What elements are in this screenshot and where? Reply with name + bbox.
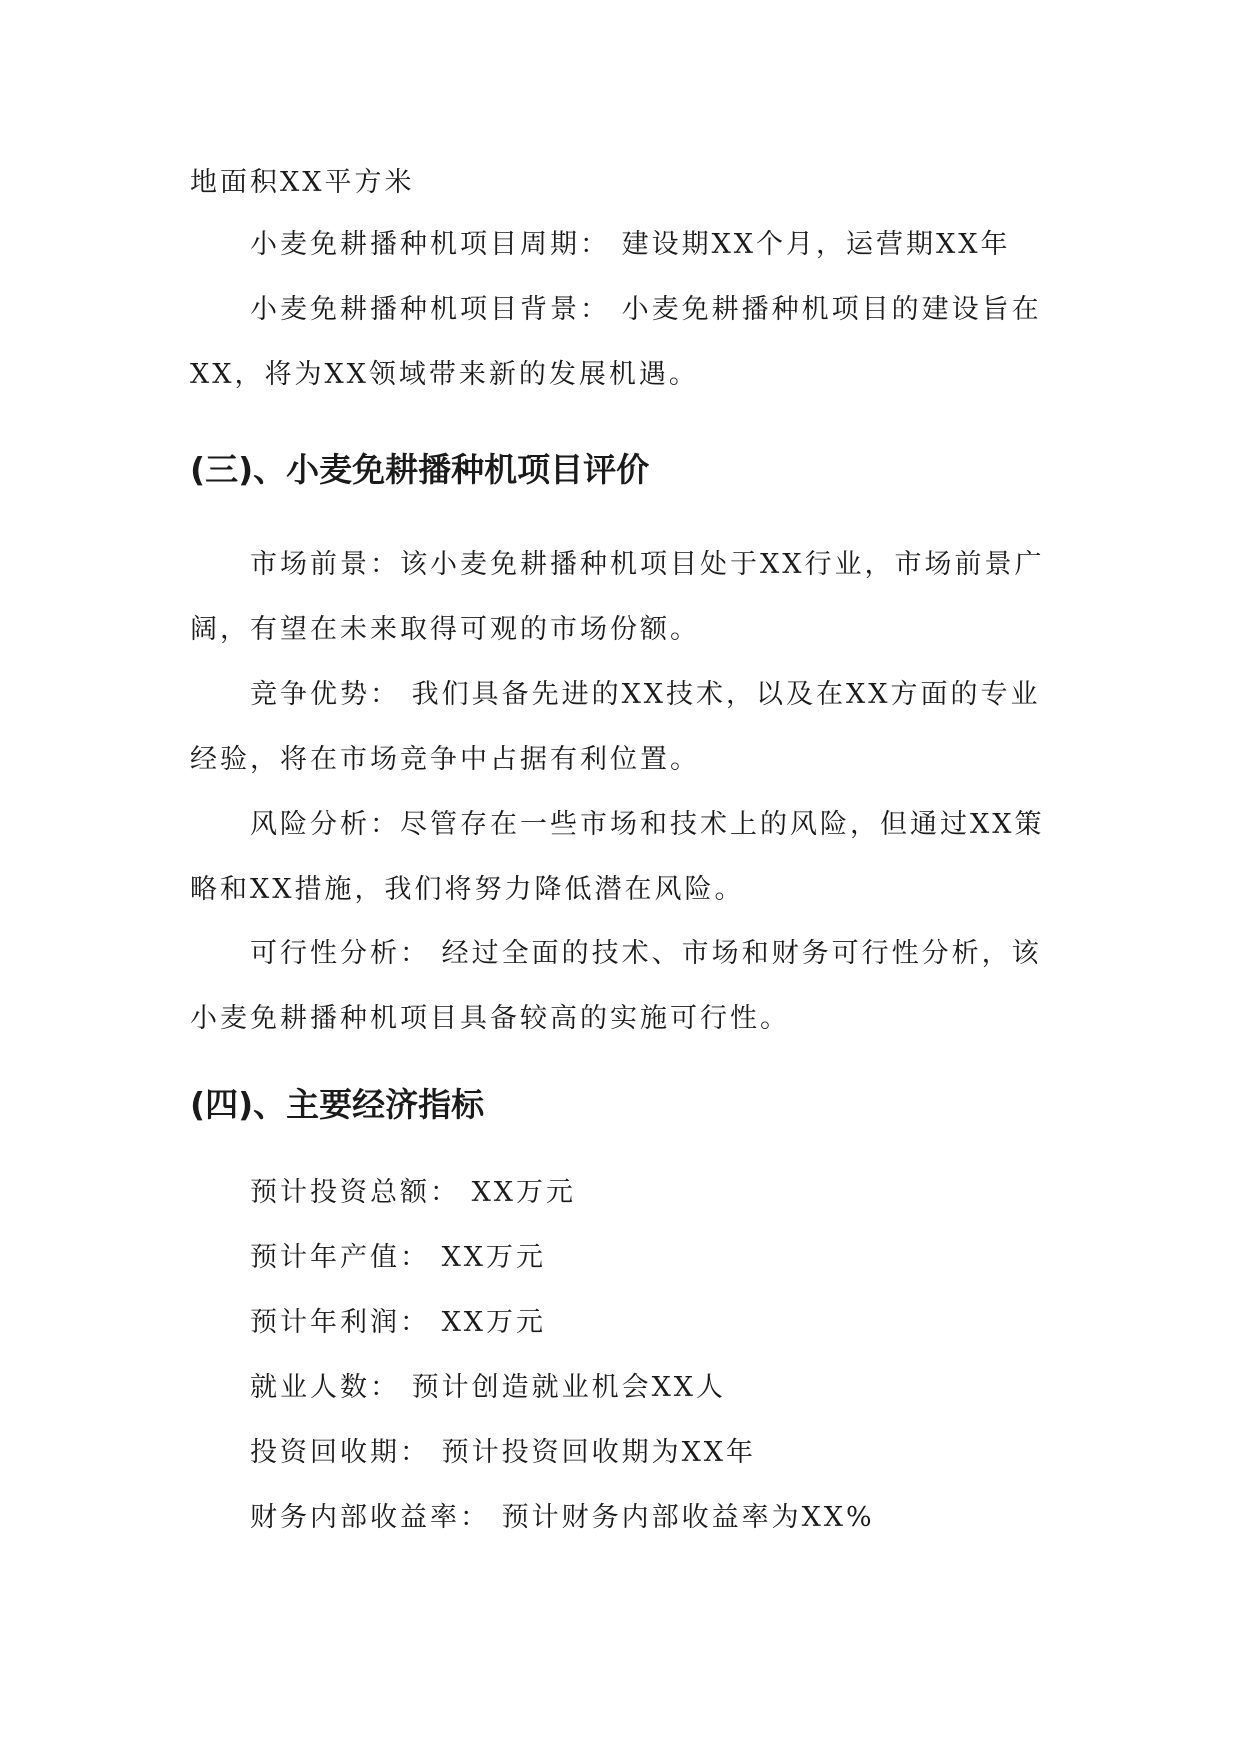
paragraph-project-cycle: 小麦免耕播种机项目周期： 建设期XX个月，运营期XX年 bbox=[250, 229, 1011, 260]
paragraph-risk-analysis: 风险分析：尽管存在一些市场和技术上的风险，但通过XX策略和XX措施，我们将努力降低潜在风险。 bbox=[190, 809, 1045, 905]
metric-total-investment: 预计投资总额： XX万元 bbox=[250, 1177, 577, 1208]
paragraph-land-area: 地面积XX平方米 bbox=[190, 167, 415, 198]
paragraph-feasibility-analysis: 可行性分析： 经过全面的技术、市场和财务可行性分析，该小麦免耕播种机项目具备较高的实施可行性。 bbox=[190, 938, 1042, 1034]
paragraph-market-prospect: 市场前景：该小麦免耕播种机项目处于XX行业，市场前景广阔，有望在未来取得可观的市场份额。 bbox=[190, 549, 1045, 645]
section-3-heading: (三)、小麦免耕播种机项目评价 bbox=[190, 450, 650, 489]
metric-annual-output: 预计年产值： XX万元 bbox=[250, 1242, 547, 1273]
paragraph-project-background: 小麦免耕播种机项目背景： 小麦免耕播种机项目的建设旨在XX，将为XX领域带来新的发展机遇。 bbox=[190, 294, 1042, 390]
section-4-heading: (四)、主要经济指标 bbox=[190, 1085, 485, 1124]
paragraph-competitive-advantage: 竞争优势： 我们具备先进的XX技术，以及在XX方面的专业经验，将在市场竞争中占据有利位置。 bbox=[190, 679, 1041, 775]
metric-irr: 财务内部收益率： 预计财务内部收益率为XX% bbox=[250, 1502, 875, 1533]
metric-employment: 就业人数： 预计创造就业机会XX人 bbox=[250, 1372, 727, 1403]
metric-payback-period: 投资回收期： 预计投资回收期为XX年 bbox=[250, 1437, 757, 1468]
metric-annual-profit: 预计年利润： XX万元 bbox=[250, 1307, 547, 1338]
